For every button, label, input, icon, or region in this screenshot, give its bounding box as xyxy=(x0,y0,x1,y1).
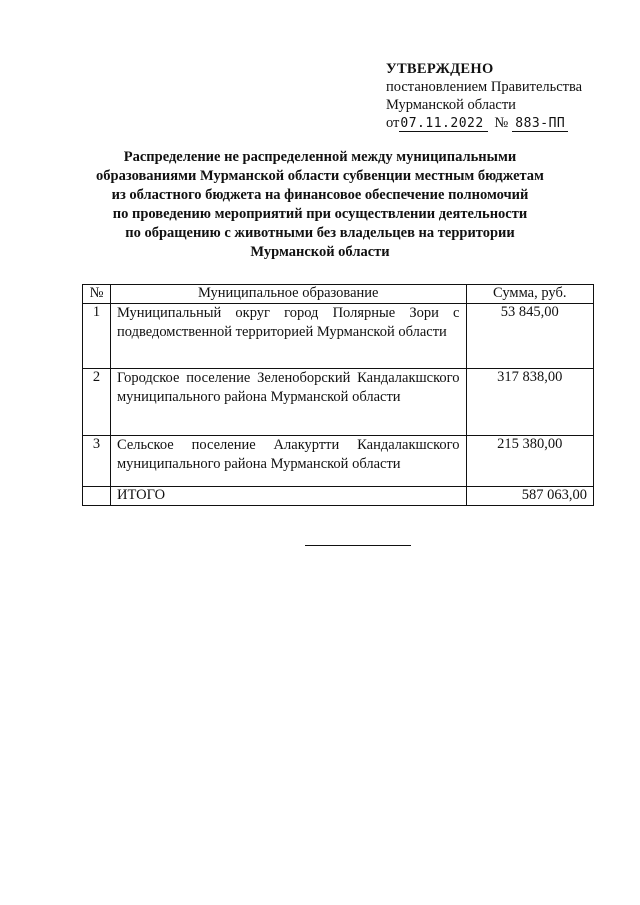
row-municipality: Городское поселение Зеленоборский Кандалакшского муниципального района Мурманской области xyxy=(110,369,466,436)
title-line: по обращению с животными без владельцев на территории xyxy=(125,225,515,241)
header-number: № xyxy=(83,285,111,304)
approved-heading: УТВЕРЖДЕНО xyxy=(386,61,494,77)
approval-date: 07.11.2022 xyxy=(399,116,488,132)
row-municipality: Муниципальный округ город Полярные Зори с подведомственной территорией Мурманской области xyxy=(110,304,466,369)
row-sum: 215 380,00 xyxy=(466,436,594,487)
header-sum: Сумма, руб. xyxy=(466,285,594,304)
row-number: 3 xyxy=(83,436,111,487)
approval-line-1: постановлением Правительства xyxy=(386,79,583,95)
table-header-row xyxy=(83,285,594,304)
approval-number: 883-ПП xyxy=(512,116,568,132)
document-title xyxy=(90,148,550,262)
row-sum: 317 838,00 xyxy=(466,369,594,436)
approval-date-line xyxy=(386,114,626,132)
row-number: 1 xyxy=(83,304,111,369)
row-sum: 53 845,00 xyxy=(466,304,594,369)
title-line: из областного бюджета на финансовое обеспечение полномочий xyxy=(111,187,529,203)
title-line: по проведению мероприятий при осуществлении деятельности xyxy=(112,206,528,222)
title-line: Распределение не распределенной между муниципальными xyxy=(123,149,517,165)
row-municipality: Сельское поселение Алакуртти Кандалакшского муниципального района Мурманской области xyxy=(110,436,466,487)
date-prefix: от xyxy=(386,115,400,131)
total-number-cell xyxy=(83,487,111,506)
total-sum: 587 063,00 xyxy=(466,487,594,506)
table-total-row xyxy=(83,487,594,506)
table-row xyxy=(83,436,594,487)
table-row xyxy=(83,369,594,436)
table-row xyxy=(83,304,594,369)
approval-line-2: Мурманской области xyxy=(386,97,516,113)
total-label: ИТОГО xyxy=(110,487,466,506)
row-number: 2 xyxy=(83,369,111,436)
allocation-table xyxy=(82,284,594,506)
end-divider xyxy=(305,545,411,546)
title-line: Мурманской области xyxy=(250,244,390,260)
title-line: образованиями Мурманской области субвенции местным бюджетам xyxy=(96,168,544,184)
number-sign: № xyxy=(494,115,509,131)
approval-stamp xyxy=(386,60,626,132)
header-municipality: Муниципальное образование xyxy=(110,285,466,304)
